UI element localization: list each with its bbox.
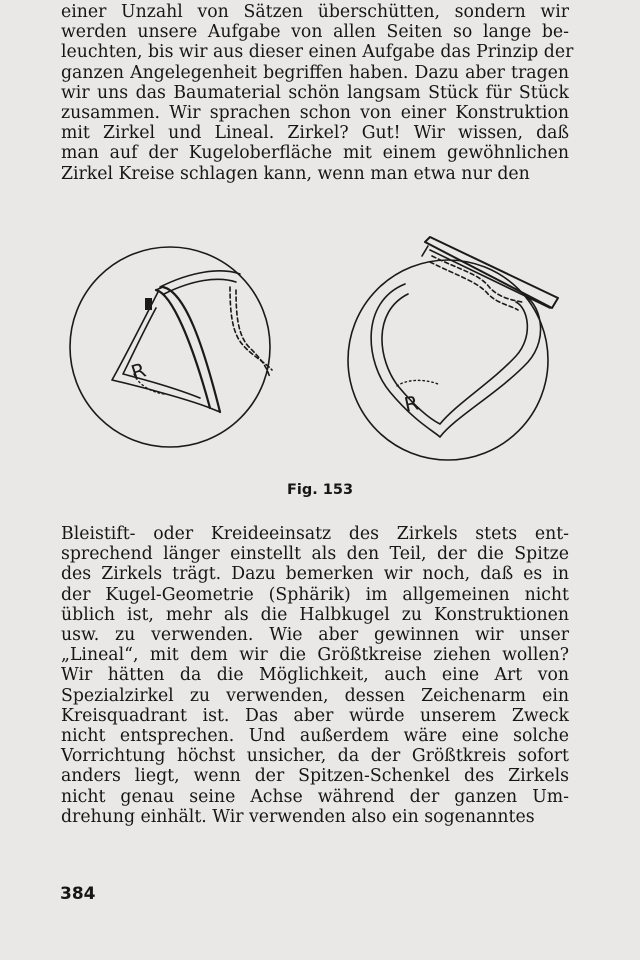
text-line: mit Zirkel und Lineal. Zirkel? Gut! Wir wissen, daß — [61, 123, 569, 144]
text-line: einer Unzahl von Sätzen überschütten, sondern wir — [61, 2, 569, 22]
text-line: Wir hätten da die Möglichkeit, auch eine Art von — [61, 665, 569, 686]
text-line: sprechend länger einstellt als den Teil, der die Spitze — [61, 544, 569, 565]
text-line: „Lineal“, mit dem wir die Größtkreise ziehen wollen? — [61, 645, 569, 666]
left-top-arc — [160, 271, 240, 287]
top-paragraph — [61, 2, 574, 184]
text-line: leuchten, bis wir aus dieser einen Aufgabe das Prinzip der — [61, 42, 574, 63]
right-dashed-path-1 — [432, 256, 522, 302]
left-sphere-outline — [70, 247, 270, 447]
page-number: 384 — [60, 884, 96, 904]
right-triangle-outer — [371, 284, 540, 437]
text-line: wir uns das Baumaterial schön langsam Stück für Stück — [61, 82, 569, 103]
text-line: Kreisquadrant ist. Das aber würde unserem Zweck — [61, 705, 569, 726]
right-ruler-lower-edge — [430, 250, 550, 308]
text-line: nicht genau seine Achse während der ganzen Um- — [61, 786, 569, 807]
text-line: Bleistift- oder Kreideeinsatz des Zirkels stets ent- — [61, 524, 569, 544]
left-triangle-outer — [112, 292, 210, 408]
text-line: üblich ist, mehr als die Halbkugel zu Konstruktionen — [61, 604, 569, 625]
right-r-label: R — [402, 390, 421, 417]
text-line: nicht entsprechen. Und außerdem wäre eine solche — [61, 726, 569, 747]
text-line: man auf der Kugeloberfläche mit einem gewöhnlichen — [61, 143, 569, 164]
text-line: Spezialzirkel zu verwenden, dessen Zeichenarm ein — [61, 685, 569, 706]
left-compass-pivot — [145, 298, 152, 310]
text-line: Zirkel Kreise schlagen kann, wenn man etwa nur den — [61, 163, 530, 184]
figure-caption: Fig. 153 — [286, 482, 354, 498]
text-line: drehung einhält. Wir verwenden also ein sogenanntes — [61, 806, 535, 827]
left-r-label: R — [128, 357, 149, 385]
figure-153-illustration — [60, 232, 580, 482]
text-line: Vorrichtung höchst unsicher, da der Größtkreis sofort — [61, 746, 569, 767]
text-line: werden unsere Aufgabe von allen Seiten so lange be- — [61, 22, 569, 43]
text-line: der Kugel-Geometrie (Sphärik) im allgemeinen nicht — [61, 584, 569, 605]
left-dashed-path-2 — [236, 290, 270, 378]
text-line: anders liegt, wenn der Spitzen-Schenkel des Zirkels — [61, 766, 569, 787]
right-sphere-drawing — [348, 237, 558, 460]
left-sphere-drawing — [70, 247, 272, 447]
left-top-arc-inner — [164, 279, 236, 294]
bottom-paragraph — [61, 524, 569, 827]
text-line: ganzen Angelegenheit begriffen haben. Dazu aber tragen — [61, 62, 569, 83]
text-line: usw. zu verwenden. Wie aber gewinnen wir unser — [61, 625, 569, 646]
right-dotted-arc — [397, 380, 438, 386]
text-line: des Zirkels trägt. Dazu bemerken wir noch, daß es in — [61, 564, 569, 585]
right-ruler-foot — [422, 246, 428, 256]
text-line: zusammen. Wir sprachen schon von einer Konstruktion — [61, 103, 569, 124]
